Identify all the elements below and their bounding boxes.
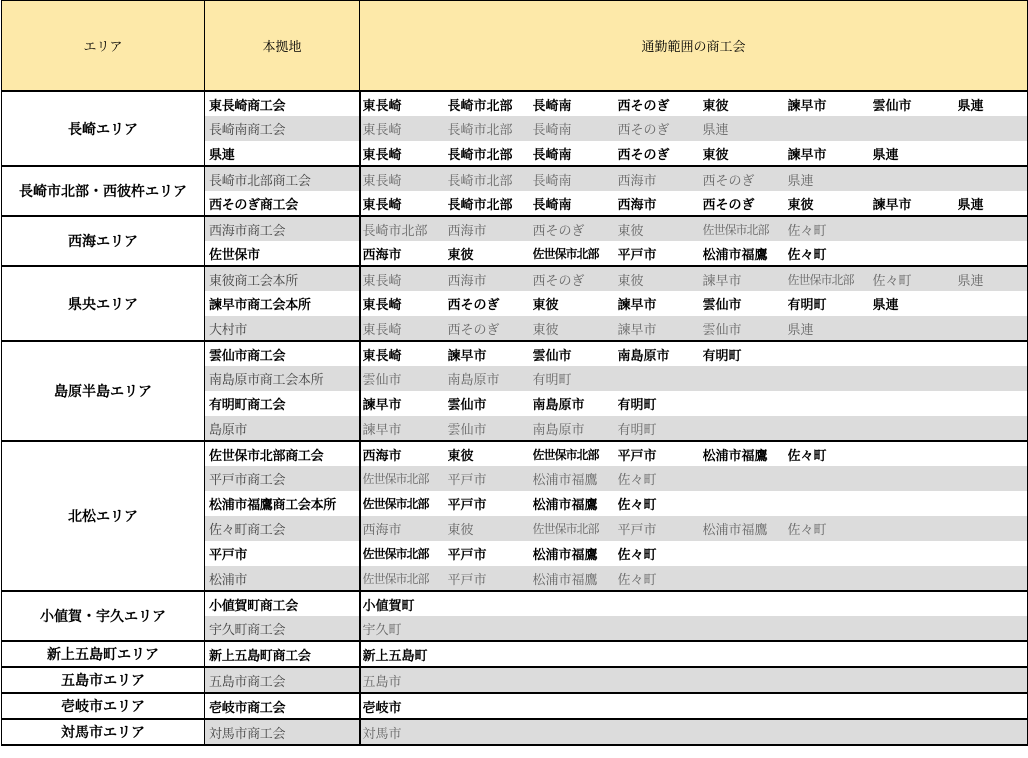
base-name: 有明町商工会 <box>205 391 360 416</box>
town-name: 東彼 <box>532 298 559 313</box>
town-name: 東長崎 <box>362 173 402 189</box>
town-name: 東彼 <box>447 247 474 263</box>
base-name: 長崎市北部商工会 <box>205 166 360 191</box>
town-name: 県連 <box>957 197 984 213</box>
town-name: 雲仙市 <box>702 322 742 338</box>
town-name: 宇久町 <box>362 622 402 638</box>
base-name: 大村市 <box>205 316 360 341</box>
base-name: 松浦市 <box>205 566 360 591</box>
base-name: 佐世保市北部商工会 <box>205 441 360 466</box>
commute-towns <box>360 191 1028 216</box>
town-name: 西そのぎ <box>532 223 585 239</box>
town-name: 佐世保市北部 <box>532 246 599 261</box>
town-name: 佐々町 <box>787 247 827 263</box>
table-row <box>2 591 1028 616</box>
town-name: 長崎市北部 <box>447 173 513 189</box>
town-name: 東長崎 <box>362 348 402 364</box>
town-name: 諫早市 <box>617 322 657 338</box>
base-name: 島原市 <box>205 416 360 441</box>
town-name: 佐世保市北部 <box>362 547 429 561</box>
table-row <box>2 166 1028 191</box>
town-name: 佐世保市北部 <box>532 522 599 536</box>
town-name: 西そのぎ <box>447 322 500 338</box>
town-name: 諫早市 <box>362 422 402 438</box>
area-name: 北松エリア <box>2 441 205 591</box>
town-name: 西そのぎ <box>702 197 755 213</box>
area-name: 県央エリア <box>2 266 205 341</box>
commute-towns <box>360 316 1028 341</box>
commute-towns <box>360 591 1028 616</box>
town-name: 有明町 <box>702 348 742 364</box>
town-name: 県連 <box>872 298 899 313</box>
town-name: 東彼 <box>447 523 474 538</box>
town-name: 雲仙市 <box>447 422 487 438</box>
town-name: 西そのぎ <box>617 98 670 114</box>
town-name: 平戸市 <box>617 247 657 263</box>
town-name: 新上五島町 <box>362 648 428 664</box>
commute-towns <box>360 516 1028 541</box>
town-name: 佐世保市北部 <box>787 272 854 287</box>
commute-towns <box>360 416 1028 441</box>
area-name: 島原半島エリア <box>2 341 205 441</box>
town-name: 東長崎 <box>362 322 402 338</box>
town-name: 平戸市 <box>447 473 487 488</box>
town-name: 東彼 <box>787 197 814 213</box>
base-name: 佐々町商工会 <box>205 516 360 541</box>
town-name: 諫早市 <box>787 147 827 163</box>
base-name: 西海市商工会 <box>205 216 360 241</box>
town-name: 長崎市北部 <box>447 147 513 163</box>
town-name: 有明町 <box>787 298 827 313</box>
base-name: 雲仙市商工会 <box>205 341 360 366</box>
town-name: 諫早市 <box>362 398 402 413</box>
town-name: 平戸市 <box>447 498 487 513</box>
town-name: 平戸市 <box>617 523 657 538</box>
table-row <box>2 441 1028 466</box>
commute-towns <box>360 366 1028 391</box>
town-name: 東長崎 <box>362 197 402 213</box>
commute-towns <box>360 641 1028 667</box>
town-name: 諫早市 <box>872 197 912 213</box>
base-name: 長崎南商工会 <box>205 116 360 141</box>
town-name: 有明町 <box>617 422 657 438</box>
commute-towns <box>360 616 1028 641</box>
town-name: 平戸市 <box>447 572 487 588</box>
town-name: 壱岐市 <box>362 700 402 716</box>
commute-towns <box>360 116 1028 141</box>
town-name: 西海市 <box>447 273 487 289</box>
commute-towns <box>360 693 1028 719</box>
town-name: 県連 <box>787 173 814 189</box>
town-name: 対馬市 <box>362 726 402 742</box>
town-name: 佐世保市北部 <box>532 447 599 462</box>
town-name: 東長崎 <box>362 298 402 313</box>
area-name: 新上五島町エリア <box>2 641 205 667</box>
town-name: 五島市 <box>362 674 402 690</box>
town-name: 西そのぎ <box>702 173 755 189</box>
header-area: エリア <box>2 1 205 92</box>
base-name: 西そのぎ商工会 <box>205 191 360 216</box>
town-name: 西海市 <box>362 247 402 263</box>
commute-towns <box>360 341 1028 366</box>
town-name: 長崎南 <box>532 98 572 114</box>
town-name: 小値賀町 <box>362 598 415 614</box>
area-name: 小値賀・宇久エリア <box>2 591 205 641</box>
base-name: 新上五島町商工会 <box>205 641 360 667</box>
base-name: 南島原市商工会本所 <box>205 366 360 391</box>
town-name: 県連 <box>957 98 984 114</box>
header-range: 通勤範囲の商工会 <box>360 1 1028 92</box>
town-name: 佐々町 <box>787 523 827 538</box>
commute-towns <box>360 266 1028 291</box>
area-name: 五島市エリア <box>2 667 205 693</box>
town-name: 西海市 <box>362 523 402 538</box>
commute-towns <box>360 91 1028 116</box>
town-name: 西海市 <box>617 173 657 189</box>
town-name: 佐世保市北部 <box>362 497 429 511</box>
town-name: 長崎市北部 <box>362 223 428 239</box>
town-name: 雲仙市 <box>532 348 572 364</box>
town-name: 南島原市 <box>617 348 670 364</box>
town-name: 長崎市北部 <box>447 123 513 138</box>
town-name: 長崎南 <box>532 197 572 213</box>
table-row <box>2 91 1028 116</box>
town-name: 佐世保市北部 <box>702 222 769 237</box>
commute-towns <box>360 667 1028 693</box>
town-name: 県連 <box>702 123 729 138</box>
town-name: 諫早市 <box>787 98 827 114</box>
base-name: 五島市商工会 <box>205 667 360 693</box>
town-name: 長崎市北部 <box>447 197 513 213</box>
table-row <box>2 667 1028 693</box>
town-name: 東長崎 <box>362 147 402 163</box>
base-name: 小値賀町商工会 <box>205 591 360 616</box>
town-name: 西海市 <box>617 197 657 213</box>
town-name: 長崎南 <box>532 147 572 163</box>
base-name: 対馬市商工会 <box>205 719 360 745</box>
commute-towns <box>360 491 1028 516</box>
town-name: 諫早市 <box>702 273 742 289</box>
area-name: 長崎エリア <box>2 91 205 166</box>
town-name: 長崎南 <box>532 123 572 138</box>
town-name: 松浦市福鷹 <box>702 523 768 538</box>
town-name: 東彼 <box>617 273 644 289</box>
town-name: 南島原市 <box>447 373 500 388</box>
town-name: 南島原市 <box>532 398 585 413</box>
town-name: 南島原市 <box>532 422 585 438</box>
commute-towns <box>360 391 1028 416</box>
base-name: 県連 <box>205 141 360 166</box>
town-name: 東彼 <box>447 448 474 464</box>
town-name: 松浦市福鷹 <box>702 247 768 263</box>
table-row <box>2 719 1028 745</box>
town-name: 平戸市 <box>447 548 487 563</box>
town-name: 佐世保市北部 <box>362 472 429 486</box>
town-name: 佐々町 <box>617 498 657 513</box>
town-name: 雲仙市 <box>872 98 912 114</box>
commute-towns <box>360 541 1028 566</box>
town-name: 西そのぎ <box>447 298 500 313</box>
base-name: 諫早市商工会本所 <box>205 291 360 316</box>
town-name: 松浦市福鷹 <box>532 548 598 563</box>
town-name: 松浦市福鷹 <box>532 473 598 488</box>
table-row <box>2 341 1028 366</box>
town-name: 松浦市福鷹 <box>532 498 598 513</box>
commute-towns <box>360 216 1028 241</box>
table-row <box>2 641 1028 667</box>
commuting-range-table <box>1 0 1028 746</box>
commute-towns <box>360 166 1028 191</box>
town-name: 東長崎 <box>362 98 402 114</box>
header-base: 本拠地 <box>205 1 360 92</box>
town-name: 松浦市福鷹 <box>532 572 598 588</box>
town-name: 雲仙市 <box>362 373 402 388</box>
town-name: 諫早市 <box>447 348 487 364</box>
town-name: 佐々町 <box>617 572 657 588</box>
town-name: 県連 <box>787 322 814 338</box>
table-row <box>2 266 1028 291</box>
base-name: 東長崎商工会 <box>205 91 360 116</box>
town-name: 東彼 <box>702 147 729 163</box>
town-name: 佐々町 <box>617 473 657 488</box>
town-name: 東彼 <box>532 322 559 338</box>
base-name: 平戸市 <box>205 541 360 566</box>
town-name: 諫早市 <box>617 298 657 313</box>
town-name: 東長崎 <box>362 123 402 138</box>
town-name: 東長崎 <box>362 273 402 289</box>
town-name: 有明町 <box>532 373 572 388</box>
base-name: 壱岐市商工会 <box>205 693 360 719</box>
town-name: 佐々町 <box>787 223 827 239</box>
area-name: 壱岐市エリア <box>2 693 205 719</box>
base-name: 松浦市福鷹商工会本所 <box>205 491 360 516</box>
commute-towns <box>360 141 1028 166</box>
town-name: 雲仙市 <box>447 398 487 413</box>
town-name: 有明町 <box>617 398 657 413</box>
town-name: 西海市 <box>447 223 487 239</box>
town-name: 松浦市福鷹 <box>702 448 768 464</box>
area-name: 対馬市エリア <box>2 719 205 745</box>
area-name: 長崎市北部・西彼杵エリア <box>2 166 205 216</box>
base-name: 東彼商工会本所 <box>205 266 360 291</box>
town-name: 西そのぎ <box>532 273 585 289</box>
town-name: 東彼 <box>617 223 644 239</box>
town-name: 県連 <box>872 147 899 163</box>
town-name: 東彼 <box>702 98 729 114</box>
header-row <box>2 1 1028 92</box>
commute-towns <box>360 466 1028 491</box>
table-row <box>2 216 1028 241</box>
table-row <box>2 693 1028 719</box>
town-name: 佐世保市北部 <box>362 571 429 586</box>
town-name: 佐々町 <box>872 273 912 289</box>
town-name: 長崎南 <box>532 173 572 189</box>
town-name: 佐々町 <box>617 548 657 563</box>
table-body <box>2 91 1028 745</box>
base-name: 宇久町商工会 <box>205 616 360 641</box>
town-name: 西そのぎ <box>617 147 670 163</box>
commute-towns <box>360 291 1028 316</box>
commute-towns <box>360 441 1028 466</box>
commute-towns <box>360 241 1028 266</box>
town-name: 西そのぎ <box>617 123 670 138</box>
town-name: 西海市 <box>362 448 402 464</box>
base-name: 平戸市商工会 <box>205 466 360 491</box>
town-name: 長崎市北部 <box>447 98 513 114</box>
town-name: 雲仙市 <box>702 298 742 313</box>
commute-towns <box>360 719 1028 745</box>
commute-towns <box>360 566 1028 591</box>
town-name: 県連 <box>957 273 984 289</box>
town-name: 平戸市 <box>617 448 657 464</box>
town-name: 佐々町 <box>787 448 827 464</box>
base-name: 佐世保市 <box>205 241 360 266</box>
area-name: 西海エリア <box>2 216 205 266</box>
